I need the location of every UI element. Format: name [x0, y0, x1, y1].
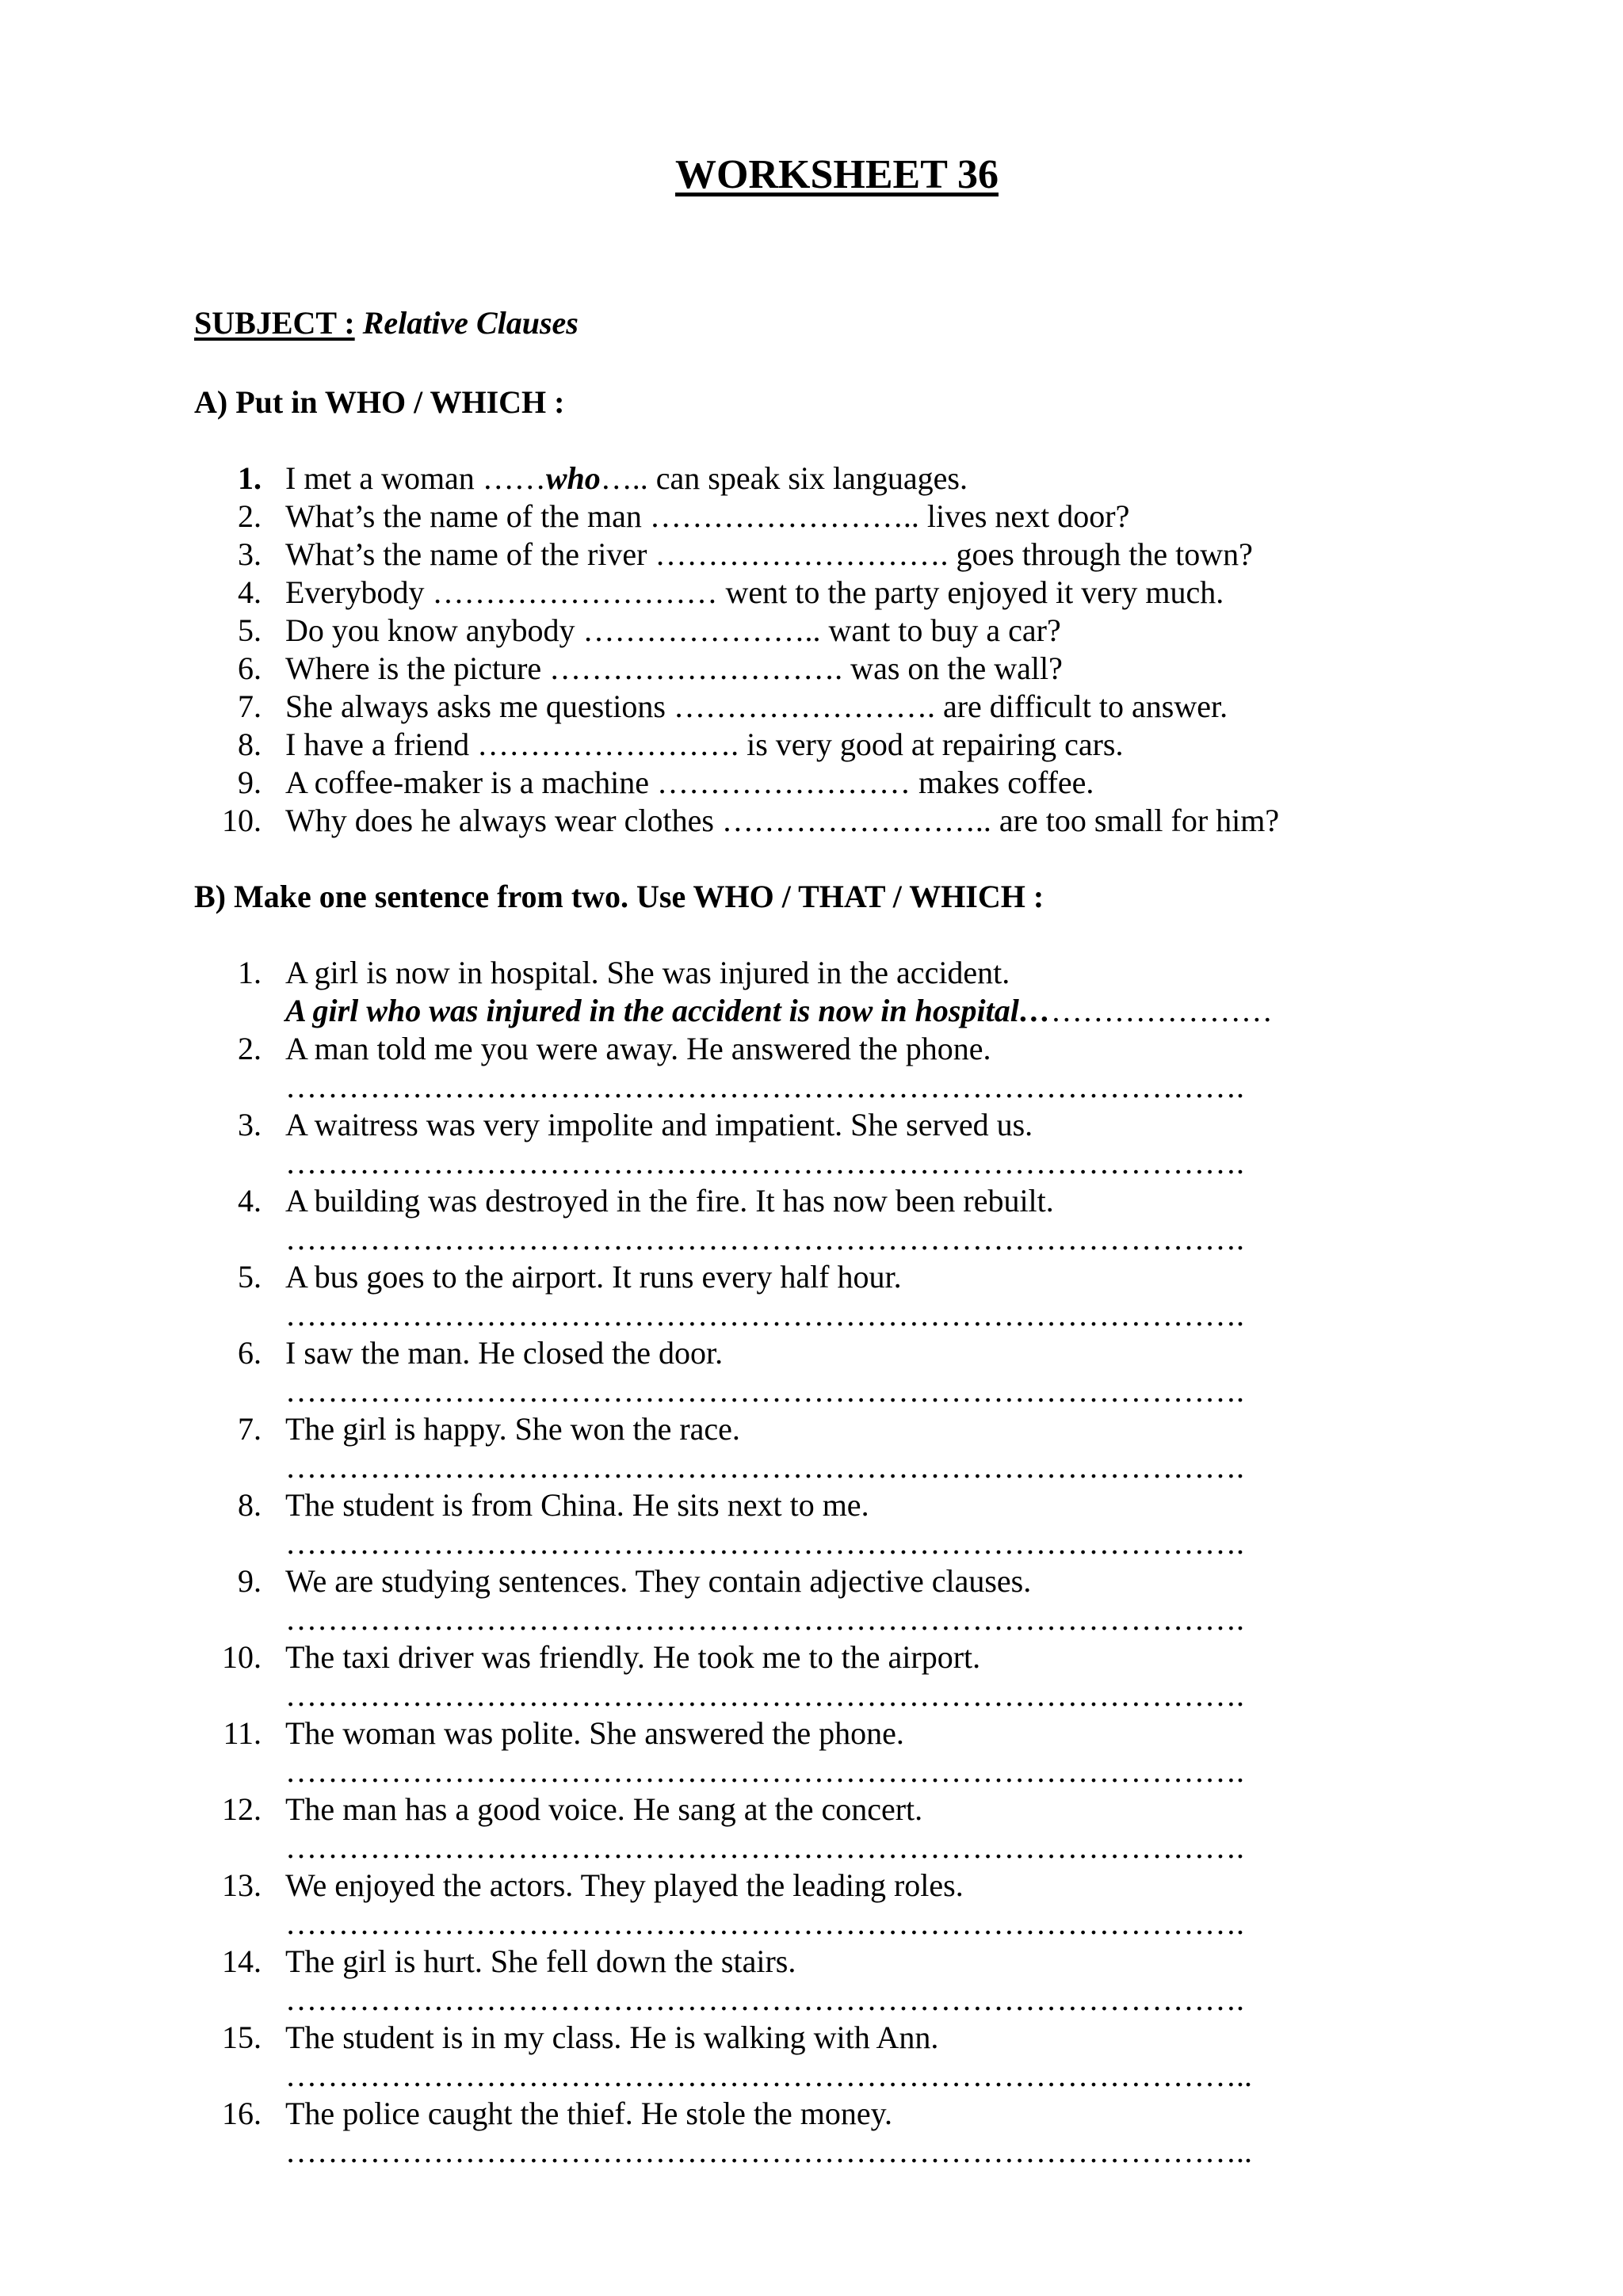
question-a-row — [0, 574, 1623, 612]
question-number: 5. — [238, 612, 262, 648]
answer-dots: ………………………………………………………………………………. — [285, 1297, 1244, 1333]
question-text-before: She always asks me questions ……………………. are difficult to answer. — [285, 688, 1228, 724]
question-number: 6. — [238, 650, 262, 686]
question-text — [285, 536, 1253, 574]
section-a-heading: A) Put in WHO / WHICH : — [194, 384, 565, 420]
answer-word: who — [545, 460, 601, 496]
subject-value: Relative Clauses — [362, 305, 579, 341]
question-text: The woman was polite. She answered the phone. — [285, 1715, 904, 1751]
question-number: 9. — [238, 1563, 262, 1599]
question-text-before: A coffee-maker is a machine …………………… makes coffee. — [285, 765, 1094, 800]
answer-dots: ………………………………………………………………………………. — [285, 1069, 1244, 1104]
section-b-heading: B) Make one sentence from two. Use WHO / THAT / WHICH : — [194, 879, 1044, 914]
question-text — [285, 688, 1228, 726]
question-text-before: Where is the picture ………………………. was on the wall? — [285, 650, 1063, 686]
answer-dots: ………………………………………………………………………………. — [285, 1601, 1244, 1637]
question-b-row — [0, 1638, 1623, 1676]
answer-blank-line[interactable] — [285, 2133, 1623, 2171]
question-text-after: ….. can speak six languages. — [600, 460, 968, 496]
question-b-row — [0, 1106, 1623, 1144]
answer-blank-line[interactable] — [285, 1905, 1623, 1943]
question-number: 3. — [238, 536, 262, 572]
question-a-row — [0, 612, 1623, 650]
question-a-row — [0, 726, 1623, 764]
question-text — [285, 764, 1094, 802]
question-number: 9. — [238, 765, 262, 800]
question-number: 12. — [222, 1791, 262, 1827]
question-b-row — [0, 1714, 1623, 1753]
example-answer-dots: ………………… — [1050, 993, 1273, 1028]
answer-blank-line[interactable] — [285, 2057, 1623, 2095]
question-a-row — [0, 764, 1623, 802]
question-number: 13. — [222, 1867, 262, 1903]
question-text-before: I have a friend ……………………. is very good at repairing cars. — [285, 727, 1124, 762]
question-number: 10. — [222, 803, 262, 838]
question-number: 8. — [238, 727, 262, 762]
answer-blank-line[interactable] — [285, 1676, 1623, 1714]
example-answer-text: A girl who was injured in the accident is now in hospital… — [285, 993, 1051, 1028]
answer-blank-line[interactable] — [285, 1981, 1623, 2019]
question-number: 7. — [238, 688, 262, 724]
question-number: 2. — [238, 498, 262, 534]
question-text-before: I met a woman …… — [285, 460, 546, 496]
answer-dots: ………………………………………………………………………………. — [285, 1981, 1244, 2017]
question-text: The police caught the thief. He stole the money. — [285, 2096, 893, 2131]
question-number: 2. — [238, 1031, 262, 1066]
answer-blank-line[interactable] — [285, 1829, 1623, 1867]
question-text-before: Everybody ……………………… went to the party enjoyed it very much. — [285, 574, 1224, 610]
question-a-row — [0, 802, 1623, 840]
subject-label: SUBJECT : — [194, 305, 355, 341]
question-text — [285, 650, 1063, 688]
question-b-row — [0, 1258, 1623, 1296]
question-b-row — [0, 1334, 1623, 1372]
answer-blank-line[interactable] — [285, 1753, 1623, 1791]
question-text: A building was destroyed in the fire. It has now been rebuilt. — [285, 1183, 1054, 1219]
question-text: A waitress was very impolite and impatient. She served us. — [285, 1107, 1033, 1142]
question-b-row — [0, 1867, 1623, 1905]
answer-dots: ………………………………………………………………………………. — [285, 1525, 1244, 1561]
question-number: 10. — [222, 1639, 262, 1675]
subject-line — [194, 307, 579, 339]
page-title: WORKSHEET 36 — [675, 152, 999, 197]
question-text — [285, 574, 1224, 612]
question-number: 16. — [222, 2096, 262, 2131]
question-number: 15. — [222, 2019, 262, 2055]
answer-dots: ……………………………………………………………………………….. — [285, 2134, 1252, 2169]
question-b-row — [0, 2095, 1623, 2133]
question-text — [285, 802, 1279, 840]
question-b-row — [0, 1030, 1623, 1068]
question-number: 1. — [238, 460, 262, 496]
answer-blank-line[interactable] — [285, 1524, 1623, 1562]
question-b-row — [0, 1486, 1623, 1524]
answer-dots: ………………………………………………………………………………. — [285, 1905, 1244, 1941]
question-text: We enjoyed the actors. They played the leading roles. — [285, 1867, 964, 1903]
question-text: The taxi driver was friendly. He took me to the airport. — [285, 1639, 981, 1675]
answer-dots: ………………………………………………………………………………. — [285, 1829, 1244, 1865]
answer-dots: ………………………………………………………………………………. — [285, 1449, 1244, 1485]
question-text: The student is in my class. He is walking with Ann. — [285, 2019, 939, 2055]
question-text — [285, 498, 1129, 536]
question-text: The man has a good voice. He sang at the concert. — [285, 1791, 923, 1827]
question-b-row — [0, 1943, 1623, 1981]
answer-blank-line[interactable] — [285, 1220, 1623, 1258]
question-text: The student is from China. He sits next to me. — [285, 1487, 869, 1523]
answer-dots: ………………………………………………………………………………. — [285, 1753, 1244, 1789]
answer-blank-line[interactable] — [285, 1068, 1623, 1106]
question-b-row — [0, 954, 1623, 992]
question-b-row — [0, 1562, 1623, 1600]
question-a-row — [0, 498, 1623, 536]
question-text: A girl is now in hospital. She was injured in the accident. — [285, 955, 1010, 990]
question-text — [285, 612, 1061, 650]
question-text: A man told me you were away. He answered the phone. — [285, 1031, 991, 1066]
question-text: A bus goes to the airport. It runs every half hour. — [285, 1259, 902, 1295]
question-text — [285, 460, 968, 498]
question-a-row — [0, 650, 1623, 688]
question-number: 6. — [238, 1335, 262, 1371]
question-number: 1. — [238, 955, 262, 990]
question-text: We are studying sentences. They contain adjective clauses. — [285, 1563, 1032, 1599]
answer-dots: ……………………………………………………………………………….. — [285, 2058, 1252, 2093]
answer-blank-line[interactable] — [285, 1144, 1623, 1182]
question-text: I saw the man. He closed the door. — [285, 1335, 724, 1371]
question-text: The girl is happy. She won the race. — [285, 1411, 740, 1447]
answer-blank-line[interactable] — [285, 1448, 1623, 1486]
question-number: 3. — [238, 1107, 262, 1142]
question-text: The girl is hurt. She fell down the stairs. — [285, 1943, 796, 1979]
question-text-before: Do you know anybody ………………….. want to buy a car? — [285, 612, 1061, 648]
question-text — [285, 726, 1123, 764]
answer-blank-line[interactable] — [285, 1372, 1623, 1410]
question-number: 5. — [238, 1259, 262, 1295]
question-number: 14. — [222, 1943, 262, 1979]
question-number: 11. — [223, 1715, 262, 1751]
question-text-before: What’s the name of the river ………………………. goes through the town? — [285, 536, 1253, 572]
answer-dots: ………………………………………………………………………………. — [285, 1145, 1244, 1180]
answer-blank-line[interactable] — [285, 1600, 1623, 1638]
question-b-row — [0, 1410, 1623, 1448]
question-text-before: Why does he always wear clothes …………………….. are too small for him? — [285, 803, 1280, 838]
answer-dots: ………………………………………………………………………………. — [285, 1221, 1244, 1257]
question-a-row — [0, 460, 1623, 498]
question-b-row — [0, 1182, 1623, 1220]
question-number: 4. — [238, 1183, 262, 1219]
question-a-row — [0, 688, 1623, 726]
question-number: 8. — [238, 1487, 262, 1523]
example-answer — [285, 992, 1623, 1030]
question-a-row — [0, 536, 1623, 574]
question-b-row — [0, 2019, 1623, 2057]
question-b-row — [0, 1791, 1623, 1829]
answer-dots: ………………………………………………………………………………. — [285, 1677, 1244, 1713]
answer-dots: ………………………………………………………………………………. — [285, 1373, 1244, 1409]
question-text-before: What’s the name of the man …………………….. lives next door? — [285, 498, 1130, 534]
question-number: 4. — [238, 574, 262, 610]
question-number: 7. — [238, 1411, 262, 1447]
answer-blank-line[interactable] — [285, 1296, 1623, 1334]
